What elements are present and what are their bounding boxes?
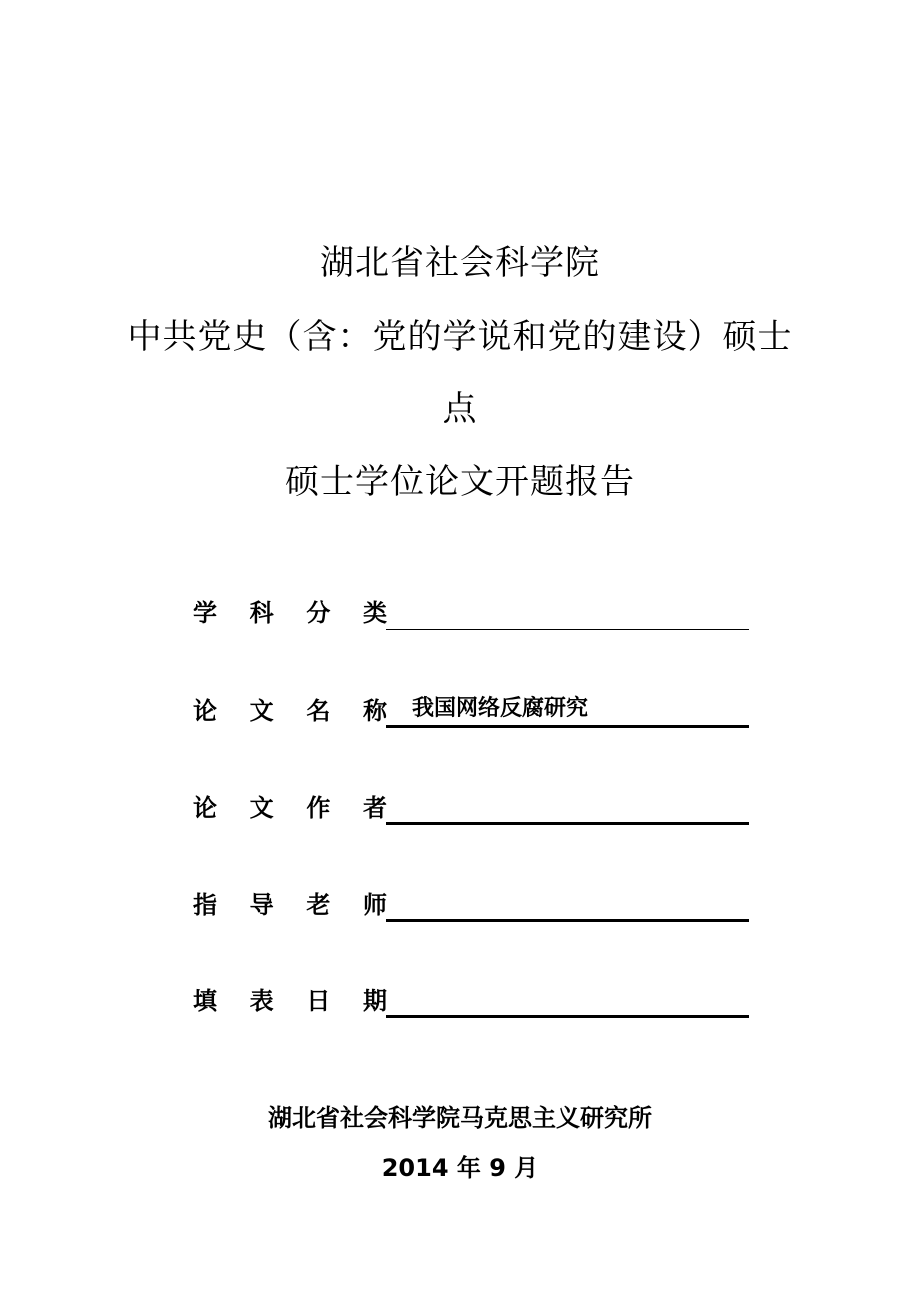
field-value: 我国网络反腐研究 bbox=[412, 696, 589, 721]
field-label bbox=[193, 986, 387, 1016]
report-title: 硕士学位论文开题报告 bbox=[285, 462, 635, 502]
field-label bbox=[193, 793, 387, 823]
label-char: 者 bbox=[362, 794, 387, 822]
field-fill-date bbox=[193, 978, 749, 1018]
label-char: 文 bbox=[249, 794, 274, 822]
label-char: 名 bbox=[306, 697, 331, 725]
subject-category-input[interactable] bbox=[386, 598, 749, 630]
label-char: 老 bbox=[306, 891, 331, 919]
label-char: 论 bbox=[193, 697, 217, 725]
fill-date-input[interactable] bbox=[386, 986, 749, 1018]
label-char: 填 bbox=[193, 987, 217, 1015]
thesis-title-input[interactable] bbox=[386, 696, 749, 728]
field-label bbox=[193, 890, 387, 920]
field-advisor bbox=[193, 882, 749, 922]
organization-name: 湖北省社会科学院马克思主义研究所 bbox=[268, 1104, 652, 1132]
label-char: 师 bbox=[362, 891, 387, 919]
label-char: 文 bbox=[249, 697, 274, 725]
program-title: 中共党史（含：党的学说和党的建设）硕士 bbox=[127, 317, 793, 357]
label-char: 类 bbox=[362, 599, 387, 627]
label-char: 科 bbox=[249, 599, 274, 627]
label-char: 指 bbox=[193, 891, 217, 919]
label-char: 作 bbox=[306, 794, 331, 822]
label-char: 日 bbox=[306, 987, 331, 1015]
field-thesis-author bbox=[193, 785, 749, 825]
advisor-input[interactable] bbox=[386, 890, 749, 922]
label-char: 称 bbox=[362, 697, 387, 725]
label-char: 学 bbox=[193, 599, 217, 627]
institution-title: 湖北省社会科学院 bbox=[320, 243, 600, 283]
label-char: 导 bbox=[249, 891, 274, 919]
label-char: 期 bbox=[362, 987, 387, 1015]
label-char: 表 bbox=[249, 987, 274, 1015]
field-label bbox=[193, 598, 387, 628]
field-subject-category bbox=[193, 590, 749, 630]
report-date: 2014 年 9 月 bbox=[381, 1154, 539, 1182]
label-char: 论 bbox=[193, 794, 217, 822]
field-thesis-title bbox=[193, 688, 749, 728]
program-title-continued: 点 bbox=[442, 389, 478, 429]
thesis-author-input[interactable] bbox=[386, 793, 749, 825]
label-char: 分 bbox=[306, 599, 331, 627]
field-label bbox=[193, 696, 387, 726]
